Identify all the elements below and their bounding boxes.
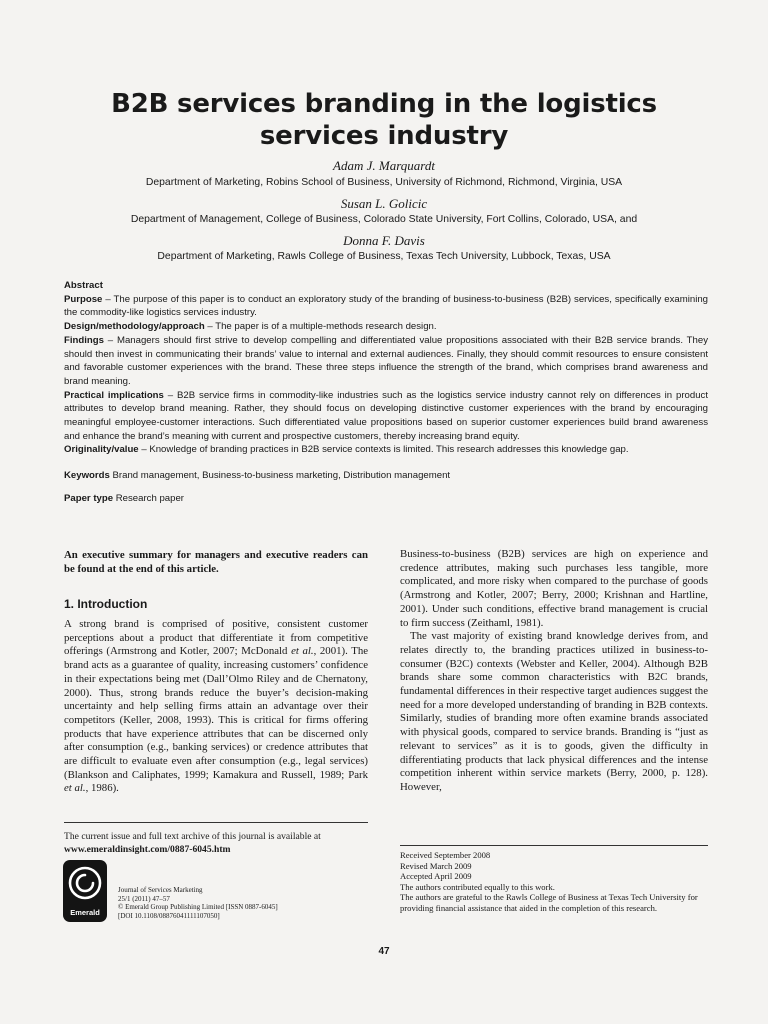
paragraph: Business-to-business (B2B) services are high on experience and credence attributes, making such purchases less tangible, more complicated, and more risky when compared to the purchase of goods (Armstrong and Kotler, 2007; Berry, 2000; Krishnan and Hartline, 2001). Under such conditions, effective brand management is crucial to firm success (Zeithaml, 1981). [400,548,708,629]
abstract-originality: Originality/value – Knowledge of branding practices in B2B service contexts is limited. This research addresses this knowledge gap. [64,444,629,456]
emerald-swirl-icon [68,865,102,903]
journal-availability: The current issue and full text archive of this journal is available at www.emeraldinsight.com/0887-6045.htm [64,830,368,856]
divider [64,822,368,823]
emerald-logo [63,860,107,922]
page-number: 47 [378,946,390,957]
abstract-design: Design/methodology/approach – The paper is of a multiple-methods research design. [64,321,437,333]
paragraph: The vast majority of existing brand knowledge derives from, and relates directly to, the branding practices utilized in business-to-consumer (B2C) contexts (Webster and Keller, 2004). Although B2B brands share some common characteristics with B2C brands, fundamental differences in their respective target audiences suggest the need for a more developed understanding of branding in B2B contexts. Similarly, studies of branding more often examine brands associated with physical goods, compared to service brands. Branding is “just as relevant to services” as it is to goods, given the difficulty in differentiating products that lack physical differences and the intense competition inherent within service markets (Berry, 2000, p. 128). However, [400,630,708,793]
publication-info: Journal of Services Marketing 25/1 (2011) 47–57 © Emerald Group Publishing Limited [ISSN 0887-6045] [DOI 10.1108/08876041111107050] [118,886,278,920]
right-column-text [400,548,708,795]
author-name: Susan L. Golicic [340,196,428,211]
author-name: Adam J. Marquardt [333,158,435,173]
section-heading: 1. Introduction [64,597,148,611]
abstract [64,279,708,457]
title-line-1: B2B services branding in the logistics [111,89,657,119]
title-line-2: services industry [259,121,509,151]
author-affiliation: Department of Marketing, Robins School of Business, University of Richmond, Richmond, Virginia, USA [145,177,623,188]
abstract-practical: Practical implications – B2B service firms in commodity-like industries such as the logistics service industry cannot rely on differences in product attributes to develop brand meaning. Rather, they should focus on developing distinctive customer experiences with the brand by encouraging meaningful employee-customer interactions. Such differentiated value propositions based on superior customer experiences build brand awareness and enhance the brand’s meaning with current and prospective customers, thereby increasing brand equity. [64,389,708,442]
executive-summary-note: An executive summary for managers and executive readers can be found at the end of this article. [64,549,368,575]
paper-title [60,88,708,152]
abstract-heading: Abstract [64,280,103,291]
abstract-purpose: Purpose – The purpose of this paper is to conduct an exploratory study of the branding of business-to-business (B2B) services, specifically examining the commodity-like logistics services industry. [64,293,708,319]
journal-url[interactable]: www.emeraldinsight.com/0887-6045.htm [64,844,231,855]
author-name: Donna F. Davis [343,233,425,248]
abstract-findings: Findings – Managers should first strive to develop compelling and differentiated value propositions associated with their B2B service brands. They should then invest in communicating their brands’ value to internal and external audiences. Finally, they should commit resources to ensure consistent and favorable customer experiences with the brand. These three steps influence the strength of the brand, which comprises brand awareness and brand meaning. [64,334,708,387]
divider [400,845,708,846]
logo-text: Emerald [70,908,100,917]
keywords: Keywords Brand management, Business-to-business marketing, Distribution management [64,470,451,481]
author-affiliation: Department of Management, College of Business, Colorado State University, Fort Collins, Colorado, USA, and [130,214,638,225]
paper-type: Paper type Research paper [64,493,184,504]
article-history: Received September 2008 Revised March 2009 Accepted April 2009 The authors contributed equally to this work. The authors are grateful to the Rawls College of Business at Texas Tech University for providing financial assistance that aided in the completion of this research. [400,850,698,913]
author-affiliation: Department of Marketing, Rawls College of Business, Texas Tech University, Lubbock, Texas, USA [157,251,611,262]
left-column-text: A strong brand is comprised of positive, consistent customer perceptions about a product that differentiate it from competitive offerings (Armstrong and Kotler, 2007; McDonald et al., 2001). The brand acts as a guarantee of quality, increasing customers’ confidence in their expectations being met (Dall’Olmo Riley and de Chernatony, 2000). Thus, strong brands reduce the buyer’s decision-making uncertainty and help selling firms attain an advantage over their competitors (Keller, 2008, 1993). This is critical for firms offering products that have experience attributes that can be discerned only after consumption (e.g., banking services) or credence attributes that are difficult to evaluate even after consumption (e.g., legal services) (Blankson and Caliphates, 1999; Kamakura and Russell, 1989; Park et al., 1986). [64,618,369,795]
